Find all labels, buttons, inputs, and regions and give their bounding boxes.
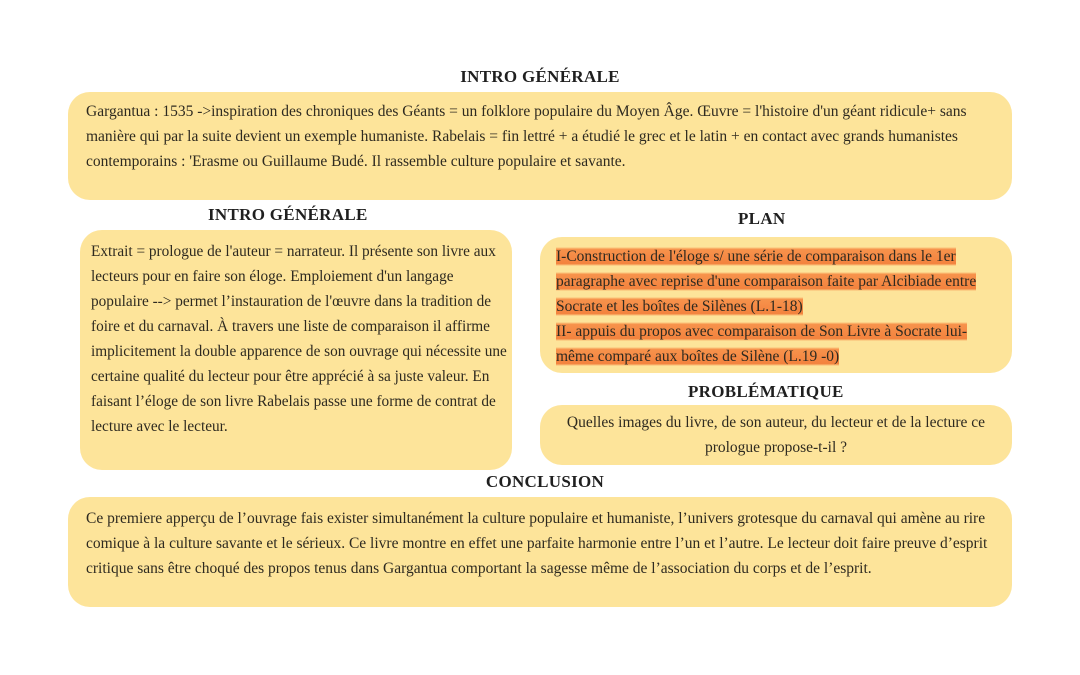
plan-part-2 (556, 319, 1002, 369)
plan-box (540, 237, 1012, 373)
plan-part-1 (556, 244, 1002, 319)
conclusion-box (68, 497, 1012, 607)
plan-part-1-highlight: I-Construction de l'éloge s/ une série de comparaison dans le 1er paragraphe avec reprise d'une comparaison faite par Alcibiade entre Socrate et les boîtes de Silènes (L.1-18) (556, 248, 977, 315)
intro-generale-text: Gargantua : 1535 ->inspiration des chroniques des Géants = un folklore populaire du Moyen Âge. Œuvre = l'histoire d'un géant ridicule+ sans manière qui par la suite devient un exemple humaniste. Rabelais = fin lettré + a étudié le grec et le latin + en contact avec grands humanistes contemporains : 'Erasme ou Guillaume Budé. Il rassemble culture populaire et savante. (86, 103, 967, 170)
plan-part-2-highlight: II- appuis du propos avec comparaison de Son Livre à Socrate lui-même comparé aux boîtes de Silène (L.19 -0) (556, 323, 968, 365)
plan-heading: PLAN (738, 209, 786, 228)
problematique-box (540, 405, 1012, 465)
intro-generale-extrait-box (80, 230, 512, 470)
intro-generale-box (68, 92, 1012, 200)
conclusion-heading: CONCLUSION (485, 472, 605, 491)
intro-generale-extrait-heading: INTRO GÉNÉRALE (208, 205, 368, 224)
intro-generale-extrait-text: Extrait = prologue de l'auteur = narrateur. Il présente son livre aux lecteurs pour en faire son éloge. Emploiement d'un langage populaire --> permet l’instauration de l'œuvre dans la tradition de foire et du carnaval. À travers une liste de comparaison il affirme implicitement la double apparence de son ouvrage qui nécessite une certaine qualité du lecteur pour être apprécié à sa juste valeur. En faisant l’éloge de son livre Rabelais passe une forme de contrat de lecture avec le lecteur. (91, 243, 507, 435)
problematique-heading: PROBLÉMATIQUE (688, 382, 844, 401)
problematique-text: Quelles images du livre, de son auteur, du lecteur et de la lecture ce prologue propose-t-il ? (566, 414, 986, 456)
intro-generale-heading: INTRO GÉNÉRALE (460, 67, 620, 86)
conclusion-text: Ce premiere apperçu de l’ouvrage fais exister simultanément la culture populaire et humaniste, l’univers grotesque du carnaval qui amène au rire comique à la culture savante et le sérieux. Ce livre montre en effet une parfaite harmonie entre l’un et l’autre. Le lecteur doit faire preuve d’esprit critique sans être choqué des propos tenus dans Gargantua comportant la sagesse même de l’association du corps et de l’esprit. (86, 510, 988, 577)
